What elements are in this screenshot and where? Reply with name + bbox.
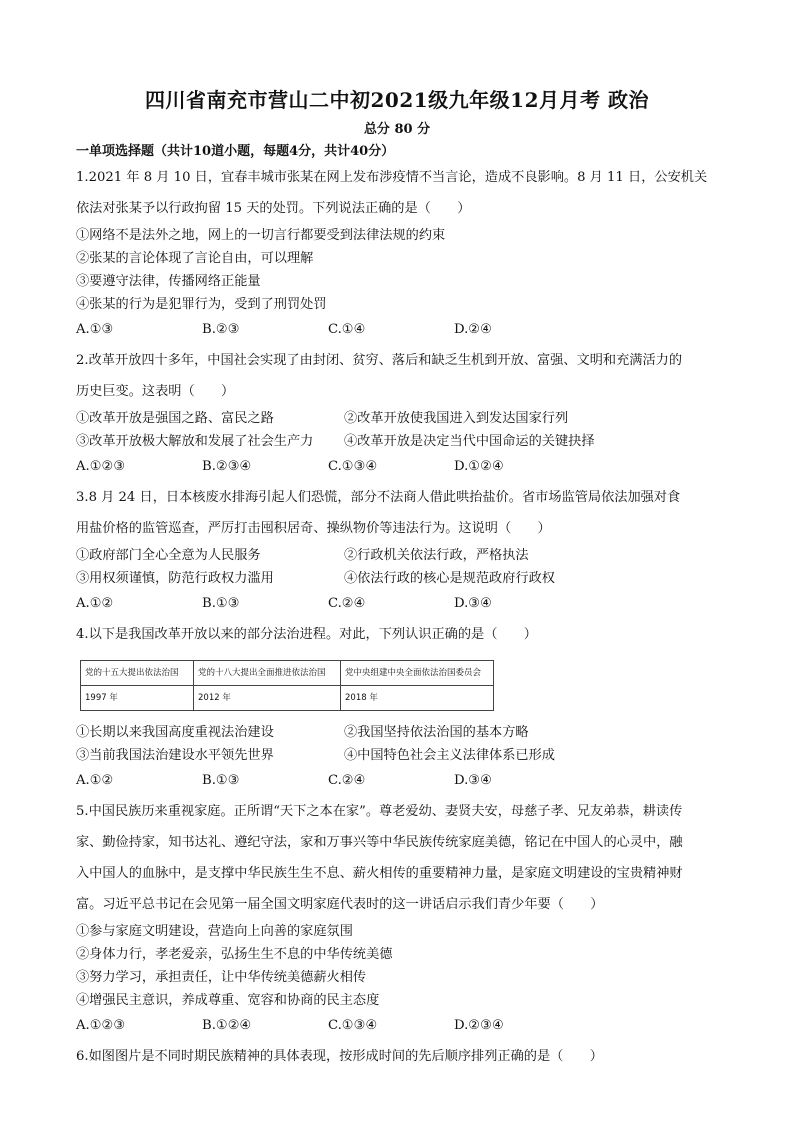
choice-a: A.①③: [76, 322, 114, 337]
statement-option: ③改革开放极大解放和发展了社会生产力: [76, 434, 314, 449]
question-stem-line: 3.8 月 24 日，日本核废水排海引起人们恐慌，部分不法商人借此哄抬盐价。省市场监管局依法加强对食: [76, 490, 681, 505]
question-stem-line: 2.改革开放四十多年，中国社会实现了由封闭、贫穷、落后和缺乏生机到开放、富强、文明和充满活力的: [76, 353, 683, 368]
total-score: 总分 80 分: [363, 122, 431, 137]
table-cell: 党的十八大提出全面推进依法治国: [194, 661, 341, 686]
question-stem-line: 历史巨变。这表明（ ）: [76, 384, 235, 399]
answer-choices: [76, 1012, 720, 1039]
question-stem-line: 5.中国民族历来重视家庭。正所谓“天下之本在家”。尊老爱幼、妻贤夫安，母慈子孝、兄友弟恭，耕读传: [76, 804, 683, 819]
question-2: [76, 345, 720, 480]
statement-option-row: [76, 407, 720, 430]
statement-option: ①政府部门全心全意为人民服务: [76, 548, 261, 563]
choice-d: D.③④: [454, 773, 492, 788]
table-cell: 党的十五大提出依法治国: [81, 661, 194, 686]
answer-choices: [76, 316, 720, 343]
timeline-table-wrapper: [80, 660, 720, 711]
choice-d: D.③④: [454, 596, 492, 611]
choice-a: A.①②: [76, 596, 114, 611]
statement-option: ②我国坚持依法治国的基本方略: [344, 725, 529, 740]
choice-b: B.①②④: [202, 1018, 252, 1033]
statement-option: ③用权须谨慎，防范行政权力滥用: [76, 571, 274, 586]
statement-option-row: [76, 567, 720, 590]
statement-option: ③努力学习，承担责任，让中华传统美德薪火相传: [76, 970, 367, 985]
table-cell: 1997 年: [81, 686, 194, 711]
question-stem-line: 家、勤俭持家，知书达礼、遵纪守法，家和万事兴等中华民族传统家庭美德，铭记在中国人的心灵中，融: [76, 835, 683, 850]
question-stem-line: 4.以下是我国改革开放以来的部分法治进程。对此，下列认识正确的是（ ）: [76, 627, 537, 642]
table-cell: 2012 年: [194, 686, 341, 711]
question-5: [76, 796, 720, 1039]
choice-c: C.②④: [328, 596, 366, 611]
statement-option: ①参与家庭文明建设，营造向上向善的家庭氛围: [76, 924, 353, 939]
section-heading: 一单项选择题（共计10道小题，每题4分，共计40分）: [76, 144, 395, 159]
statement-option: ②张某的言论体现了言论自由，可以理解: [76, 251, 314, 266]
question-stem-line: 1.2021 年 8 月 10 日，宜春丰城市张某在网上发布涉疫情不当言论，造成不良影响。8 月 11 日，公安机关: [76, 170, 708, 185]
statement-option: ②身体力行，孝老爱亲，弘扬生生不息的中华传统美德: [76, 947, 393, 962]
table-row: [81, 686, 494, 711]
choice-a: A.①②: [76, 773, 114, 788]
statement-option-row: [76, 721, 720, 744]
choice-b: B.②③④: [202, 459, 252, 474]
statement-option: ④改革开放是决定当代中国命运的关键抉择: [344, 434, 595, 449]
table-cell: 党中央组建中央全面依法治国委员会: [341, 661, 494, 686]
answer-choices: [76, 767, 720, 794]
question-stem-line: 6.如图图片是不同时期民族精神的具体表现，按形成时间的先后顺序排列正确的是（ ）: [76, 1049, 603, 1064]
answer-choices: [76, 590, 720, 617]
choice-d: D.②④: [454, 322, 492, 337]
choice-c: C.①④: [328, 322, 366, 337]
choice-c: C.②④: [328, 773, 366, 788]
question-stem-line: 用盐价格的监管巡查，严厉打击囤积居奇、操纵物价等违法行为。这说明（ ）: [76, 521, 551, 536]
statement-option: ③当前我国法治建设水平领先世界: [76, 748, 274, 763]
statement-option-row: [76, 544, 720, 567]
rule-of-law-timeline-table: [80, 660, 494, 711]
question-6: [76, 1041, 720, 1072]
choice-c: C.①③④: [328, 1018, 378, 1033]
question-3: [76, 482, 720, 617]
question-stem-line: 入中国人的血脉中，是支撑中华民族生生不息、薪火相传的重要精神力量，是家庭文明建设的宝贵精神财: [76, 866, 683, 881]
statement-option: ④增强民主意识，养成尊重、宽容和协商的民主态度: [76, 993, 380, 1008]
statement-option: ①改革开放是强国之路、富民之路: [76, 411, 274, 426]
choice-a: A.①②③: [76, 459, 126, 474]
statement-option: ②改革开放使我国进入到发达国家行列: [344, 411, 569, 426]
statement-option: ③要遵守法律，传播网络正能量: [76, 274, 261, 289]
statement-option: ④张某的行为是犯罪行为，受到了刑罚处罚: [76, 297, 327, 312]
statement-option: ①长期以来我国高度重视法治建设: [76, 725, 274, 740]
question-1: [76, 162, 720, 343]
answer-choices: [76, 453, 720, 480]
statement-option-row: [76, 430, 720, 453]
question-4: [76, 619, 720, 794]
question-stem-line: 富。习近平总书记在会见第一届全国文明家庭代表时的这一讲话启示我们青少年要（ ）: [76, 897, 604, 912]
statement-option-row: [76, 744, 720, 767]
choice-a: A.①②③: [76, 1018, 126, 1033]
question-list: [76, 162, 720, 1072]
statement-option: ④依法行政的核心是规范政府行政权: [344, 571, 555, 586]
choice-d: D.①②④: [454, 459, 504, 474]
choice-c: C.①③④: [328, 459, 378, 474]
statement-option: ②行政机关依法行政，严格执法: [344, 548, 529, 563]
statement-option: ④中国特色社会主义法律体系已形成: [344, 748, 555, 763]
choice-b: B.①③: [202, 773, 240, 788]
statement-option: ①网络不是法外之地，网上的一切言行都要受到法律法规的约束: [76, 228, 446, 243]
choice-b: B.②③: [202, 322, 240, 337]
table-row: [81, 661, 494, 686]
choice-b: B.①③: [202, 596, 240, 611]
question-stem-line: 依法对张某予以行政拘留 15 天的处罚。下列说法正确的是（ ）: [76, 201, 471, 216]
choice-d: D.②③④: [454, 1018, 504, 1033]
table-cell: 2018 年: [341, 686, 494, 711]
page-title: 四川省南充市营山二中初2021级九年级12月月考 政治: [145, 88, 649, 112]
